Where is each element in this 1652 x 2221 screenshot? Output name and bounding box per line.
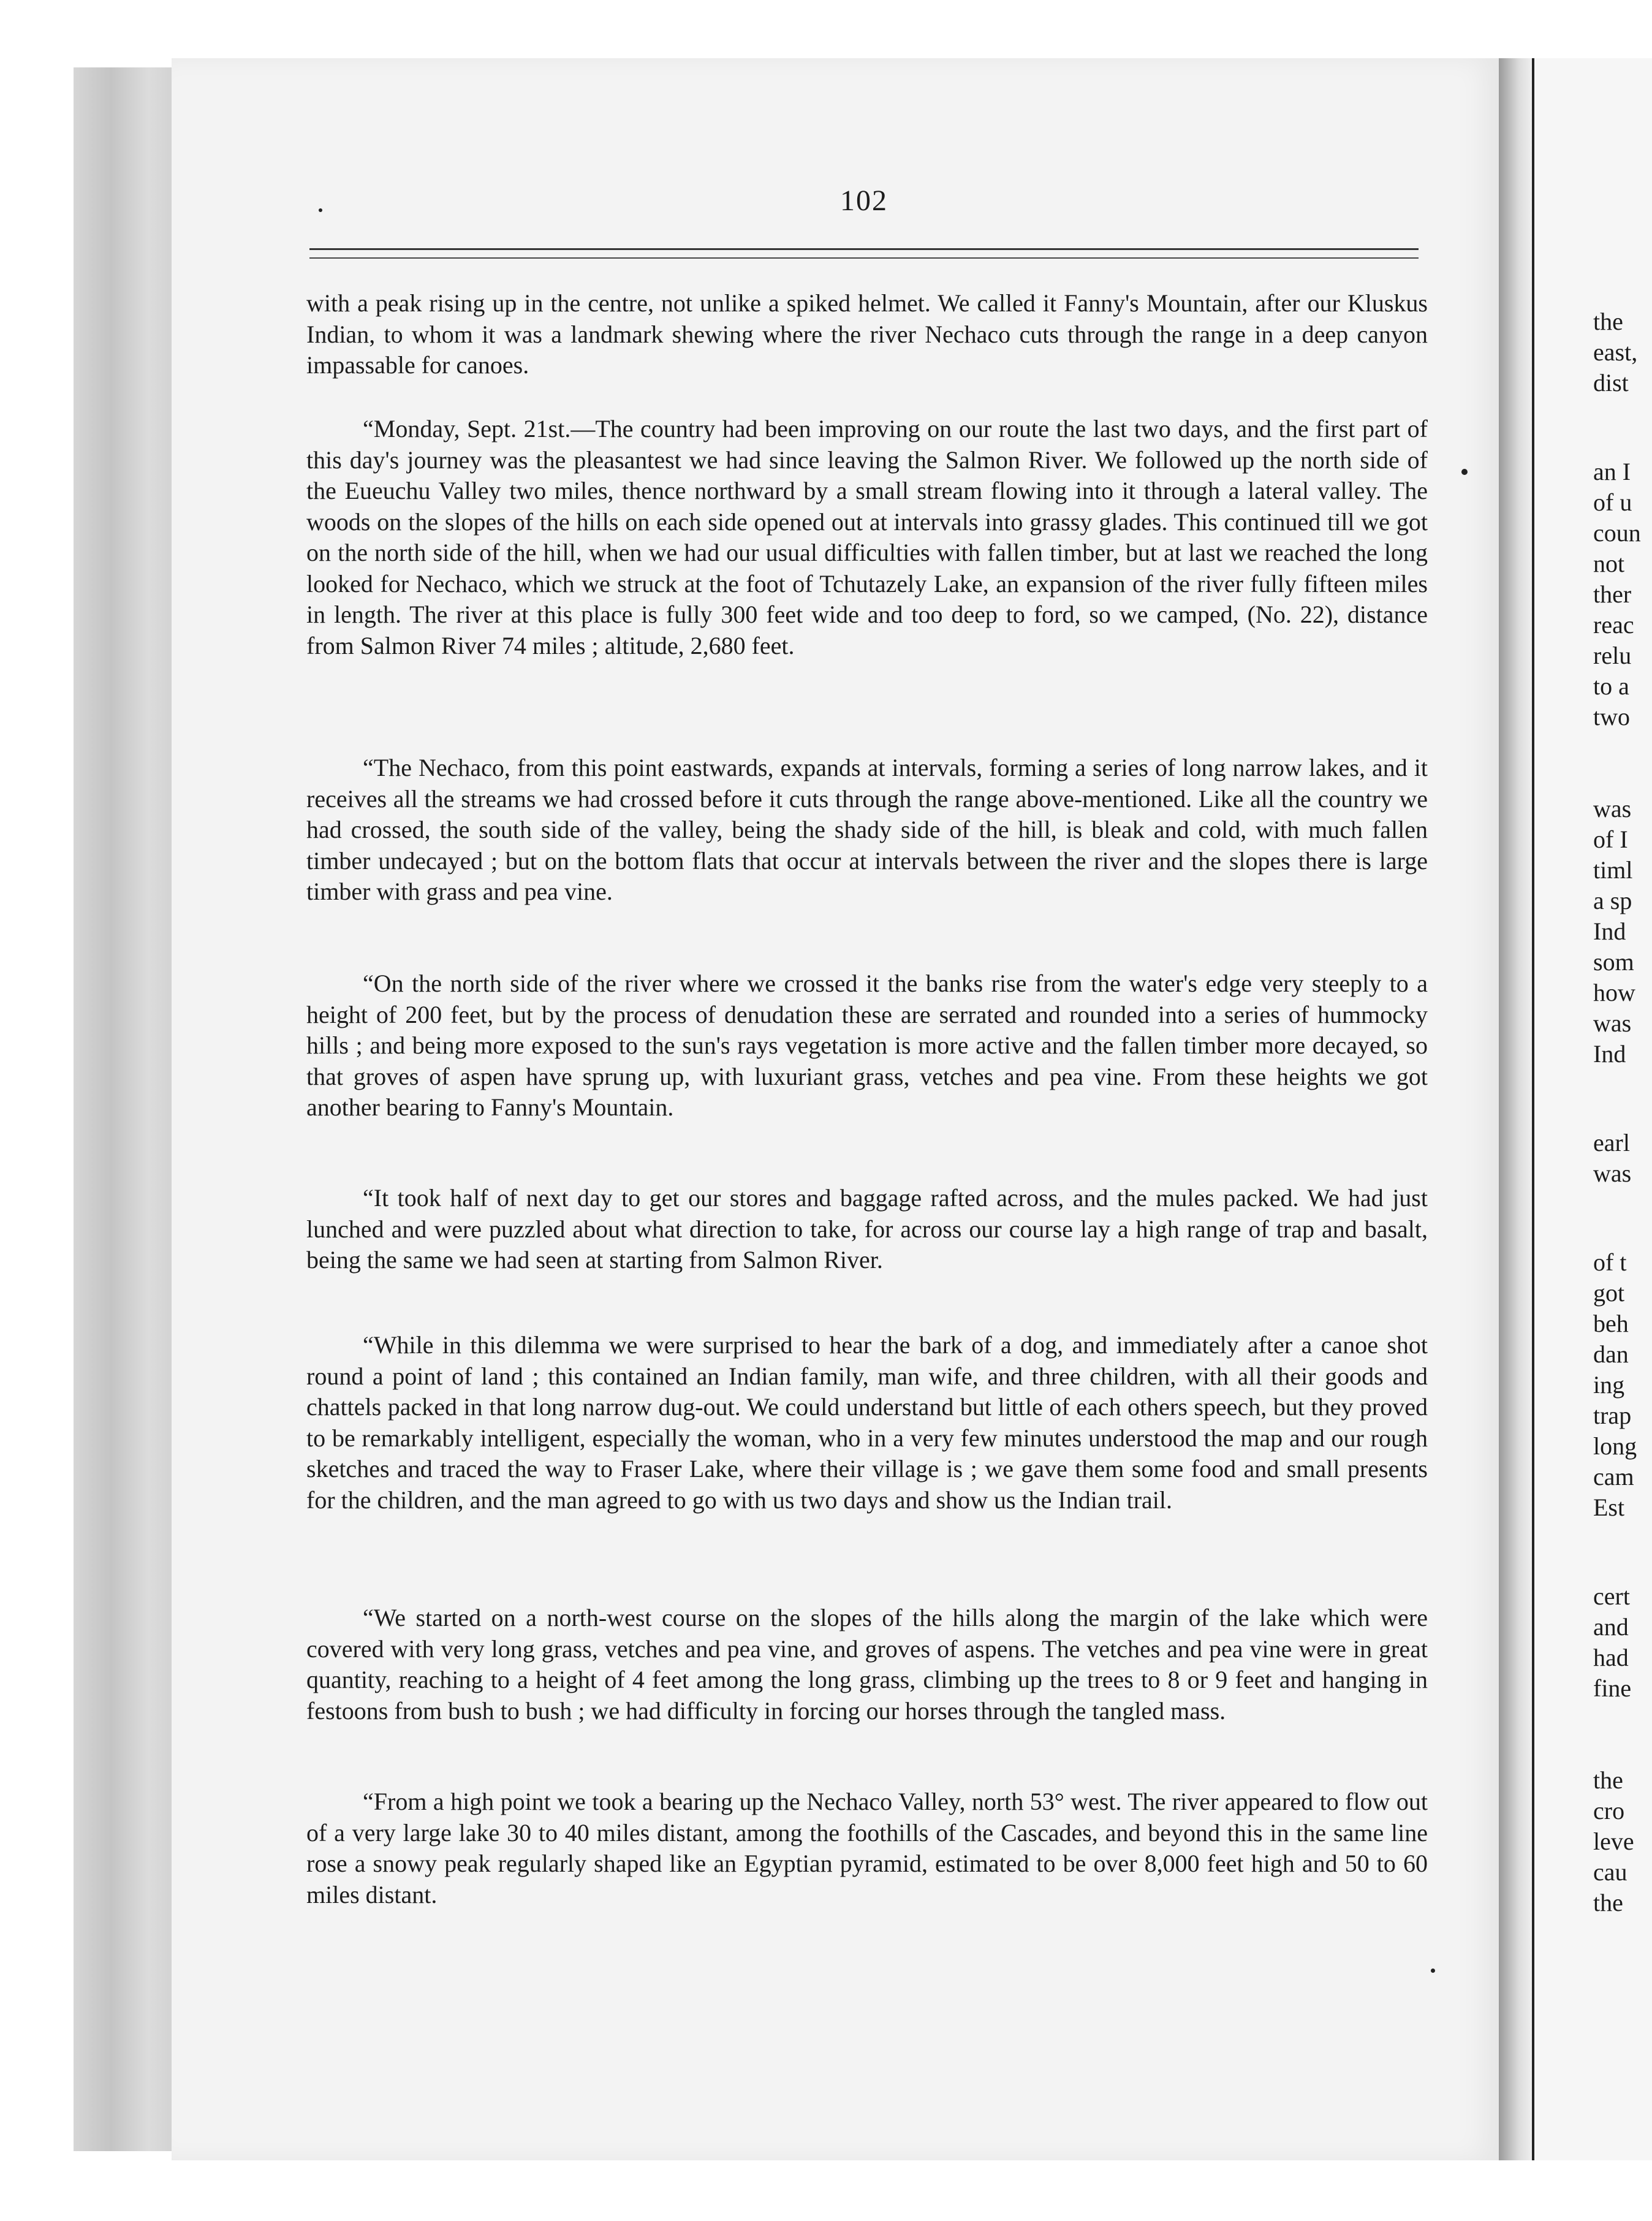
fragment: was — [1593, 1160, 1632, 1187]
fragment: how — [1593, 979, 1635, 1006]
text-bearing — [306, 1786, 1428, 1910]
fragment: beh — [1593, 1310, 1629, 1337]
book-edge-shadow — [74, 67, 181, 2151]
paragraph-rafting-across: “It took half of next day to get our stores and baggage rafted across, and the mules packed. We had just lunched and were puzzled about what direction to take, for across our course lay a high range of trap and basalt, being the same we had seen at starting from Salmon River. — [306, 1184, 1428, 1274]
paragraph-continuation: with a peak rising up in the centre, not unlike a spiked helmet. We called it Fanny's Mountain, after our Kluskus Indian, to whom it was a landmark shewing where the river Nechaco cuts through the range in a deep canyon impassable for canoes. — [306, 289, 1428, 379]
fragment: fine — [1593, 1674, 1632, 1702]
fragment: an I — [1593, 458, 1631, 485]
paragraph-high-point-bearing: “From a high point we took a bearing up the Nechaco Valley, north 53° west. The river appeared to flow out of a very large lake 30 to 40 miles distant, among the foothills of the Cascades, and beyond this in the same line rose a snowy peak regularly shaped like an Egyptian pyramid, estimated to be over 8,000 feet high and 50 to 60 miles distant. — [306, 1788, 1428, 1908]
fragment: got — [1593, 1279, 1625, 1307]
ink-speck — [1431, 1969, 1435, 1973]
fragment: cro — [1593, 1797, 1625, 1824]
paragraph-indian-family: “While in this dilemma we were surprised to hear the bark of a dog, and immediately after a canoe shot round a point of land ; this contained an Indian family, man wife, and three children, with all their goods and chattels packed in that long narrow dug-out. We could understand but little of each others speech, but they proved to be remarkably intelligent, especially the woman, who in a very few minutes understood the map and our rough sketches and traced the way to Fraser Lake, where their village is ; we gave them some food and small presents for the children, and the man agreed to go with us two days and show us the Indian trail. — [306, 1331, 1428, 1514]
fragment: timl — [1593, 856, 1633, 884]
ink-speck — [1461, 469, 1468, 475]
paragraph-nechaco-lakes: “The Nechaco, from this point eastwards, expands at intervals, forming a series of long narrow lakes, and it receives all the streams we had crossed before it cuts through the range above-mentioned. Like all the country we had crossed, the south side of the valley, being the shady side of the hill, is bleak and cold, with much fallen timber undecayed ; but on the bottom flats that occur at intervals between the river and the slopes there is large timber with grass and pea vine. — [306, 754, 1428, 905]
fragment: leve — [1593, 1828, 1634, 1855]
fragment: the — [1593, 308, 1623, 335]
text-entry-sept-21 — [306, 414, 1428, 661]
fragment: was — [1593, 795, 1632, 822]
fragment: relu — [1593, 642, 1632, 669]
fragment: of I — [1593, 826, 1628, 853]
page-number: 102 — [840, 184, 888, 217]
fragment: of u — [1593, 488, 1632, 516]
fragment: had — [1593, 1644, 1629, 1671]
fragment: long — [1593, 1432, 1637, 1460]
page-gutter — [1499, 58, 1536, 2160]
fragment: the — [1593, 1766, 1623, 1794]
text-north-side — [306, 968, 1428, 1123]
ink-speck — [319, 208, 322, 212]
fragment: reac — [1593, 611, 1634, 639]
fragment: ing — [1593, 1371, 1625, 1399]
fragment: of t — [1593, 1248, 1627, 1276]
fragment: cam — [1593, 1463, 1634, 1490]
text-nechaco — [306, 753, 1428, 908]
fragment: dist — [1593, 369, 1629, 397]
fragment: and — [1593, 1613, 1629, 1641]
fragment: dan — [1593, 1340, 1629, 1368]
fragment: cau — [1593, 1858, 1627, 1886]
fragment: som — [1593, 948, 1634, 976]
fragment: Ind — [1593, 1040, 1626, 1068]
fragment: to a — [1593, 672, 1629, 700]
fragment: trap — [1593, 1402, 1632, 1429]
fragment: cert — [1593, 1582, 1630, 1610]
text-dilemma — [306, 1330, 1428, 1516]
fragment: earl — [1593, 1129, 1630, 1156]
fragment: coun — [1593, 519, 1641, 547]
paragraph-north-side: “On the north side of the river where we crossed it the banks rise from the water's edge very steeply to a height of 200 feet, but by the process of denudation these are serrated and rounded into a series of hummocky hills ; and being more exposed to the sun's rays vegetation is more active and the fallen timber more decayed, so that groves of aspen have sprung up, with luxuriant grass, vetches and pea vine. From these heights we got another bearing to Fanny's Mountain. — [306, 970, 1428, 1121]
text-continuation — [306, 288, 1428, 392]
header-rule-thin — [309, 257, 1419, 259]
fragment: was — [1593, 1009, 1632, 1037]
fragment: two — [1593, 703, 1630, 731]
header-rule — [309, 248, 1419, 250]
fragment: east, — [1593, 338, 1638, 366]
fragment: a sp — [1593, 887, 1632, 914]
fragment: Ind — [1593, 917, 1626, 945]
text-rafting — [306, 1183, 1428, 1276]
paragraph-sept-21-entry: “Monday, Sept. 21st.—The country had been improving on our route the last two days, and the first part of this day's journey was the pleasantest we had since leaving the Salmon River. We followed up the north side of the Eueuchu Valley two miles, thence northward by a small stream flowing into it through a lateral valley. The woods on the slopes of the hills on each side opened out at intervals into grassy glades. This continued till we got on the north side of the hill, when we had our usual difficulties with fallen timber, but at last we reached the long looked for Nechaco, which we struck at the foot of Tchutazely Lake, an expansion of the river fully fifteen miles in length. The river at this place is fully 300 feet wide and too deep to ford, so we camped, (No. 22), distance from Salmon River 74 miles ; altitude, 2,680 feet. — [306, 415, 1428, 659]
fragment: not — [1593, 550, 1625, 577]
fragment: ther — [1593, 580, 1632, 608]
fragment: the — [1593, 1889, 1623, 1916]
paragraph-north-west-course: “We started on a north-west course on the slopes of the hills along the margin of the lake which were covered with very long grass, vetches and pea vine, and groves of aspens. The vetches and pea vine were in great quantity, reaching to a height of 4 feet among the long grass, climbing up the trees to 8 or 9 feet and hanging in festoons from bush to bush ; we had difficulty in forcing our horses through the tangled mass. — [306, 1604, 1428, 1725]
text-north-west — [306, 1603, 1428, 1726]
fragment: Est — [1593, 1494, 1625, 1521]
